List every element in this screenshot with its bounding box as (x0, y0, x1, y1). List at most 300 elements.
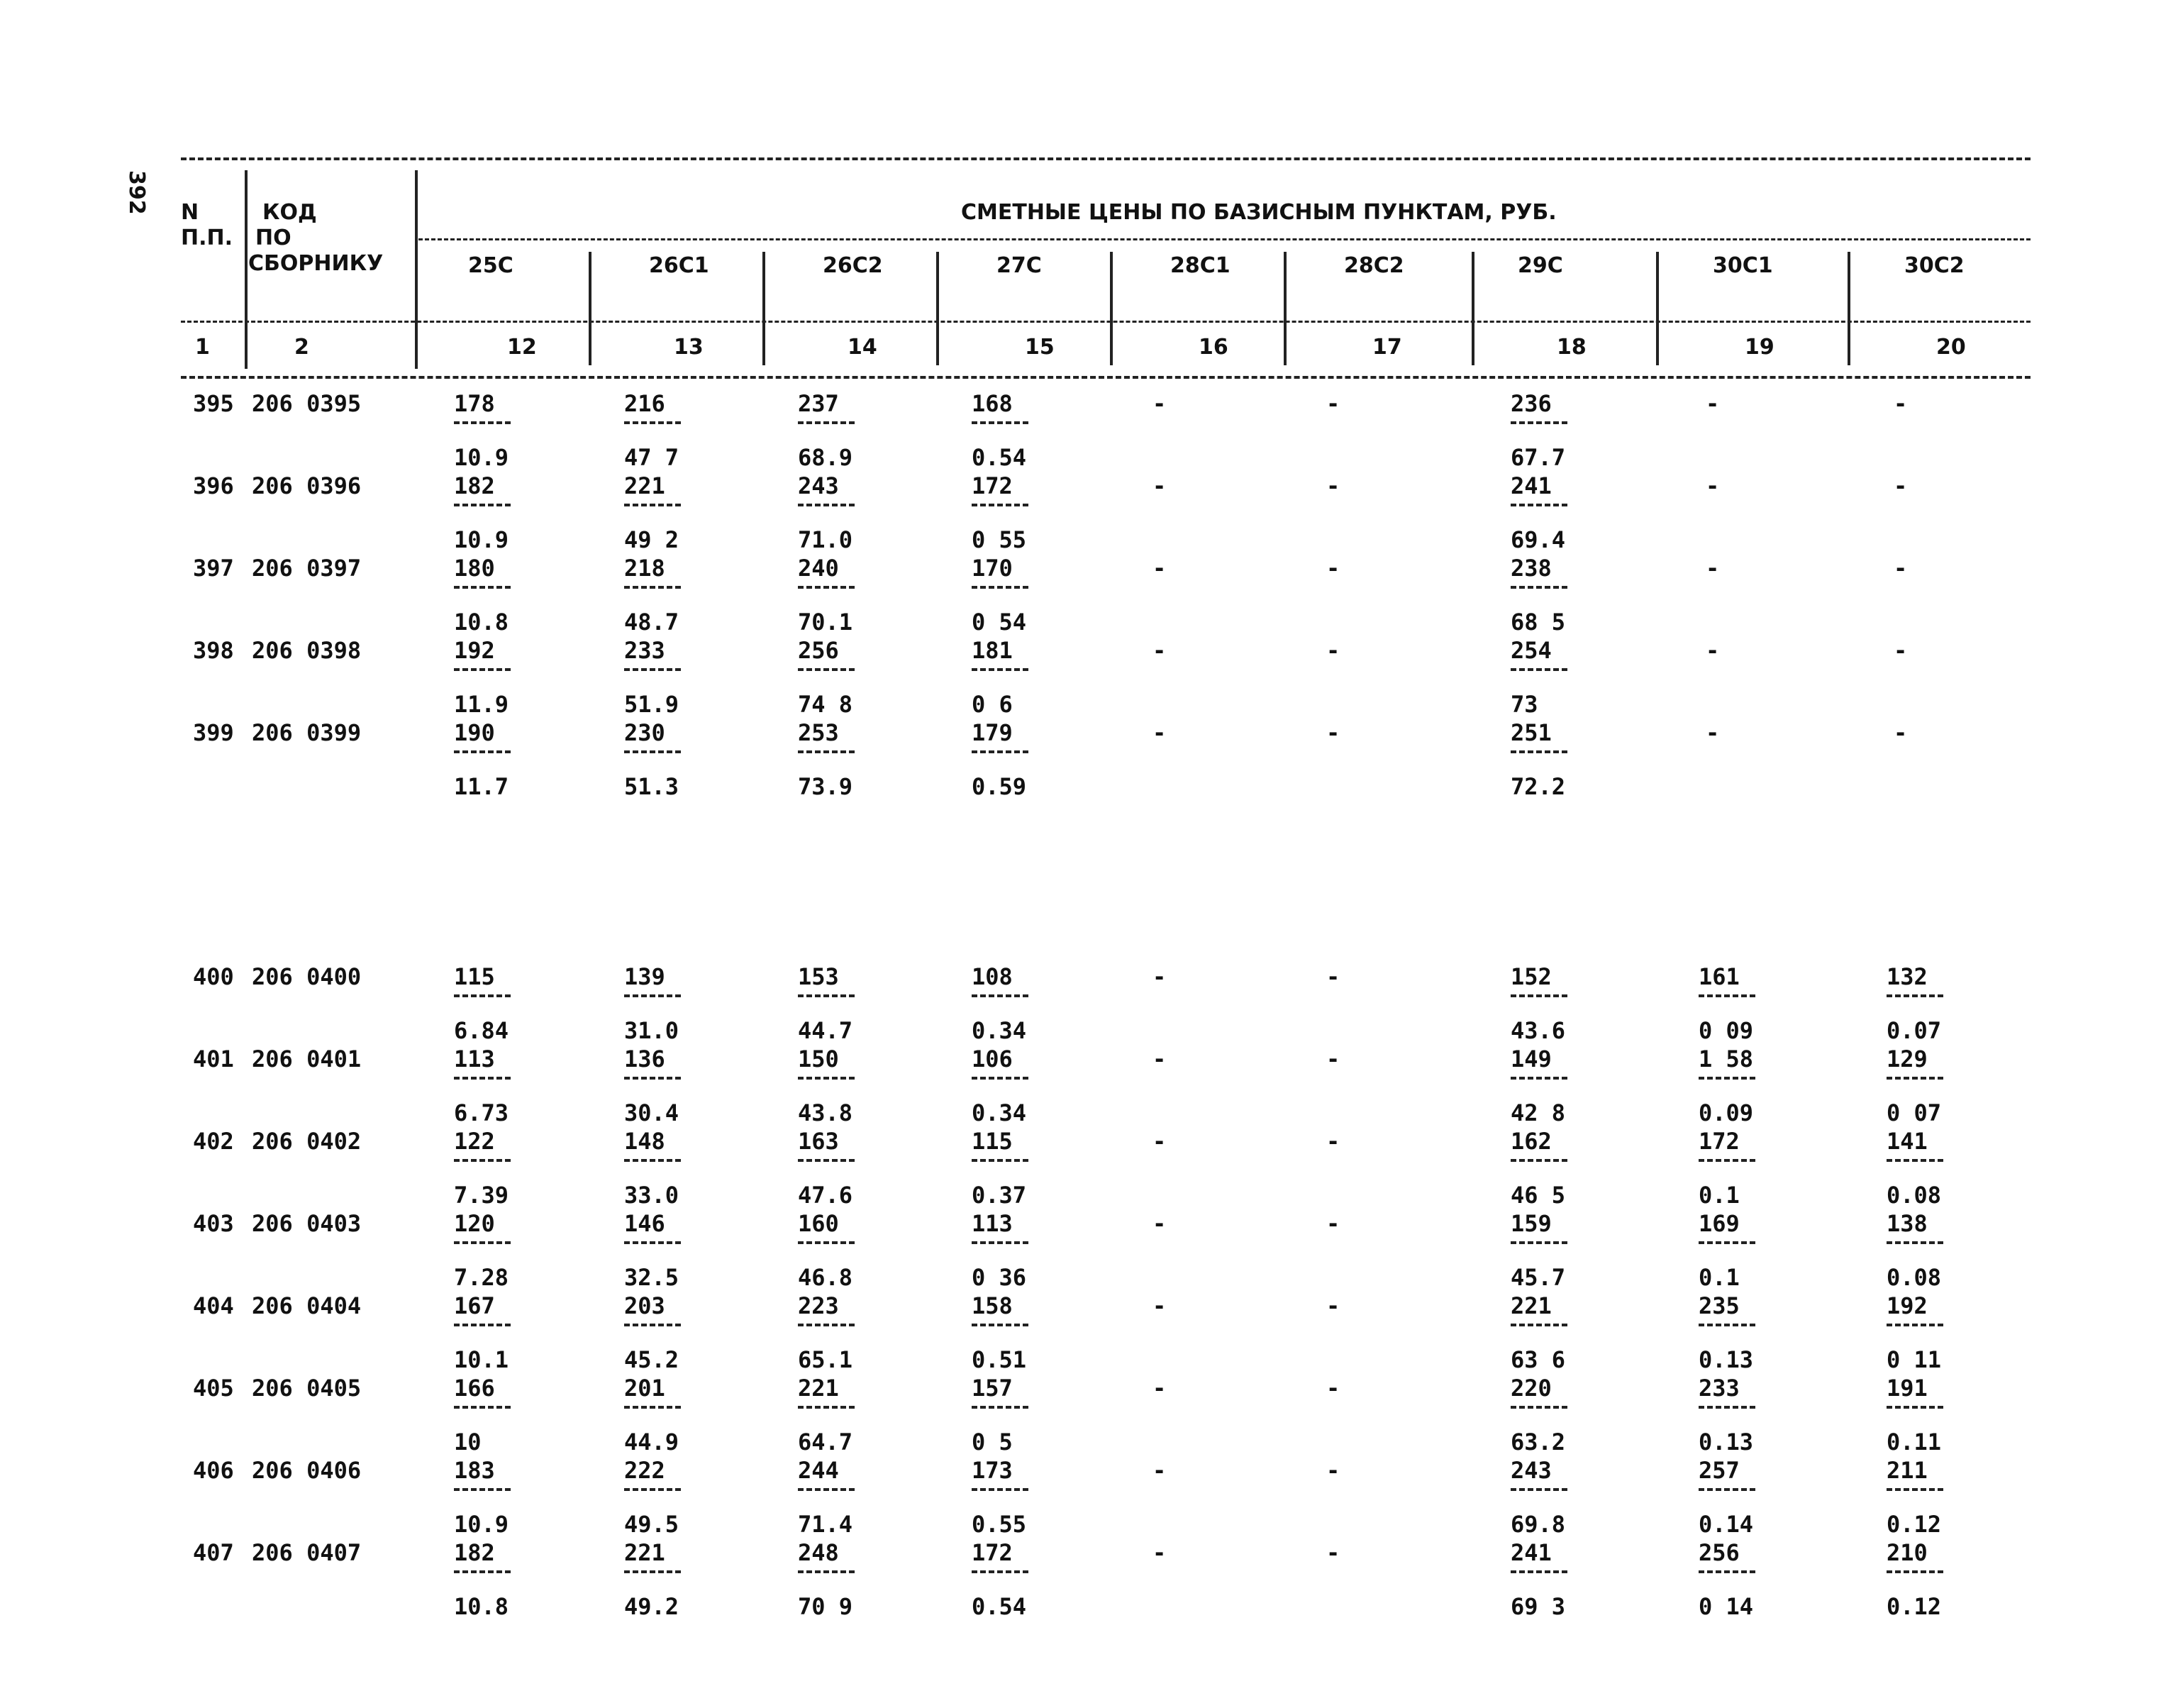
fraction-line (1511, 1406, 1567, 1409)
column-separator (1656, 252, 1659, 365)
header-vbar (415, 170, 418, 369)
column-label: 27С (996, 253, 1042, 278)
price-subvalue: 10 (454, 1429, 482, 1455)
column-separator (1848, 252, 1850, 365)
fraction-line (972, 1406, 1028, 1409)
fraction-line (1699, 1406, 1755, 1409)
price-subvalue: 74 8 (798, 691, 853, 718)
fraction-line (798, 1570, 855, 1573)
fraction-line (624, 1324, 681, 1326)
empty-value: - (1152, 555, 1167, 582)
fraction-line (972, 1570, 1028, 1573)
empty-value: - (1326, 555, 1340, 582)
empty-value: - (1152, 1128, 1167, 1155)
price-value: 113 (972, 1210, 1013, 1237)
column-number: 15 (1025, 335, 1055, 360)
price-value: 192 (1887, 1292, 1928, 1319)
row-number: 396 (193, 472, 234, 499)
price-value: 191 (1887, 1375, 1928, 1402)
row-number: 403 (193, 1210, 234, 1237)
column-separator (1110, 252, 1113, 365)
price-value: 115 (454, 963, 495, 990)
price-value: 146 (624, 1210, 665, 1237)
span-title: СМЕТНЫЕ ЦЕНЫ ПО БАЗИСНЫМ ПУНКТАМ, РУБ. (961, 200, 1557, 225)
price-value: 173 (972, 1457, 1013, 1484)
price-subvalue: 0.12 (1887, 1511, 1942, 1538)
col-rule (181, 321, 2031, 323)
price-value: 179 (972, 719, 1013, 746)
header-bottom-rule (181, 376, 2031, 379)
price-subvalue: 51.3 (624, 773, 679, 800)
price-value: 221 (798, 1375, 839, 1402)
price-subvalue: 7.28 (454, 1264, 509, 1291)
fraction-line (1699, 1159, 1755, 1162)
price-value: 233 (624, 637, 665, 664)
price-subvalue: 0.54 (972, 444, 1027, 471)
row-code: 206 0398 (252, 637, 362, 664)
column-number: 2 (294, 335, 309, 360)
fraction-line (798, 586, 855, 589)
price-subvalue: 0 09 (1699, 1017, 1754, 1044)
price-subvalue: 0.07 (1887, 1017, 1942, 1044)
fraction-line (1511, 994, 1567, 997)
row-number: 407 (193, 1539, 234, 1566)
fraction-line (624, 1406, 681, 1409)
fraction-line (454, 504, 511, 506)
fraction-line (972, 994, 1028, 997)
fraction-line (1699, 1241, 1755, 1244)
price-value: 129 (1887, 1046, 1928, 1072)
price-value: 230 (624, 719, 665, 746)
price-subvalue: 0.59 (972, 773, 1027, 800)
price-value: 158 (972, 1292, 1013, 1319)
price-subvalue: 10.9 (454, 1511, 509, 1538)
price-value: 178 (454, 390, 495, 417)
empty-value: - (1152, 390, 1167, 417)
column-label: 30С1 (1713, 253, 1773, 278)
fraction-line (1511, 504, 1567, 506)
fraction-line (1511, 1241, 1567, 1244)
row-code: 206 0403 (252, 1210, 362, 1237)
price-subvalue: 69.4 (1511, 526, 1566, 553)
price-subvalue: 0 14 (1699, 1593, 1754, 1620)
empty-value: - (1706, 472, 1720, 499)
price-subvalue: 0 54 (972, 609, 1027, 636)
price-subvalue: 70.1 (798, 609, 853, 636)
price-value: 220 (1511, 1375, 1552, 1402)
column-number: 18 (1557, 335, 1587, 360)
empty-value: - (1152, 1210, 1167, 1237)
price-value: 122 (454, 1128, 495, 1155)
price-subvalue: 0 36 (972, 1264, 1027, 1291)
fraction-line (798, 1406, 855, 1409)
empty-value: - (1152, 1046, 1167, 1072)
fraction-line (1511, 1159, 1567, 1162)
price-value: 221 (1511, 1292, 1552, 1319)
fraction-line (972, 1488, 1028, 1491)
price-value: 183 (454, 1457, 495, 1484)
row-number: 400 (193, 963, 234, 990)
row-code: 206 0397 (252, 555, 362, 582)
column-separator (762, 252, 765, 365)
row-code: 206 0396 (252, 472, 362, 499)
price-subvalue: 67.7 (1511, 444, 1566, 471)
fraction-line (624, 1241, 681, 1244)
fraction-line (624, 504, 681, 506)
price-subvalue: 0.55 (972, 1511, 1027, 1538)
row-code: 206 0395 (252, 390, 362, 417)
price-subvalue: 0 11 (1887, 1346, 1942, 1373)
column-label: 26С2 (823, 253, 883, 278)
price-subvalue: 42 8 (1511, 1099, 1566, 1126)
fraction-line (454, 1406, 511, 1409)
price-subvalue: 0.09 (1699, 1099, 1754, 1126)
price-subvalue: 10.1 (454, 1346, 509, 1373)
price-value: 254 (1511, 637, 1552, 664)
fraction-line (624, 1570, 681, 1573)
price-subvalue: 0 5 (972, 1429, 1013, 1455)
price-value: 141 (1887, 1128, 1928, 1155)
price-subvalue: 44.7 (798, 1017, 853, 1044)
price-value: 192 (454, 637, 495, 664)
price-subvalue: 68 5 (1511, 609, 1566, 636)
fraction-line (1511, 1570, 1567, 1573)
column-label: 30С2 (1904, 253, 1965, 278)
price-subvalue: 10.8 (454, 1593, 509, 1620)
price-subvalue: 49 2 (624, 526, 679, 553)
price-value: 166 (454, 1375, 495, 1402)
fraction-line (798, 1324, 855, 1326)
fraction-line (1511, 586, 1567, 589)
empty-value: - (1894, 472, 1908, 499)
price-subvalue: 0.13 (1699, 1429, 1754, 1455)
price-subvalue: 46 5 (1511, 1182, 1566, 1209)
col-code-label-2: ПО (255, 226, 291, 250)
fraction-line (1511, 1324, 1567, 1326)
column-number: 17 (1372, 335, 1402, 360)
fraction-line (624, 994, 681, 997)
price-subvalue: 48.7 (624, 609, 679, 636)
price-subvalue: 7.39 (454, 1182, 509, 1209)
fraction-line (454, 1570, 511, 1573)
fraction-line (454, 1324, 511, 1326)
price-subvalue: 65.1 (798, 1346, 853, 1373)
row-number: 397 (193, 555, 234, 582)
price-value: 244 (798, 1457, 839, 1484)
price-subvalue: 6.84 (454, 1017, 509, 1044)
price-subvalue: 0 55 (972, 526, 1027, 553)
fraction-line (1511, 750, 1567, 753)
price-value: 132 (1887, 963, 1928, 990)
fraction-line (1511, 1077, 1567, 1080)
empty-value: - (1152, 1292, 1167, 1319)
empty-value: - (1326, 1046, 1340, 1072)
empty-value: - (1152, 472, 1167, 499)
price-subvalue: 0.11 (1887, 1429, 1942, 1455)
column-label: 26С1 (649, 253, 709, 278)
price-value: 241 (1511, 1539, 1552, 1566)
empty-value: - (1326, 1128, 1340, 1155)
fraction-line (454, 994, 511, 997)
fraction-line (972, 586, 1028, 589)
price-subvalue: 0.14 (1699, 1511, 1754, 1538)
price-subvalue: 47.6 (798, 1182, 853, 1209)
row-code: 206 0401 (252, 1046, 362, 1072)
price-value: 115 (972, 1128, 1013, 1155)
price-subvalue: 31.0 (624, 1017, 679, 1044)
price-value: 153 (798, 963, 839, 990)
price-subvalue: 30.4 (624, 1099, 679, 1126)
fraction-line (1887, 1406, 1943, 1409)
price-subvalue: 73.9 (798, 773, 853, 800)
price-value: 233 (1699, 1375, 1740, 1402)
price-value: 172 (972, 1539, 1013, 1566)
price-value: 243 (1511, 1457, 1552, 1484)
empty-value: - (1326, 963, 1340, 990)
price-subvalue: 10.9 (454, 444, 509, 471)
price-value: 218 (624, 555, 665, 582)
column-number: 1 (195, 335, 210, 360)
row-code: 206 0399 (252, 719, 362, 746)
price-value: 139 (624, 963, 665, 990)
price-subvalue: 0.51 (972, 1346, 1027, 1373)
price-value: 150 (798, 1046, 839, 1072)
fraction-line (1887, 994, 1943, 997)
column-number: 16 (1199, 335, 1228, 360)
column-separator (1284, 252, 1287, 365)
price-value: 221 (624, 1539, 665, 1566)
price-value: 108 (972, 963, 1013, 990)
empty-value: - (1326, 1375, 1340, 1402)
fraction-line (798, 1077, 855, 1080)
fraction-line (972, 1241, 1028, 1244)
fraction-line (972, 1077, 1028, 1080)
empty-value: - (1326, 1292, 1340, 1319)
price-value: 211 (1887, 1457, 1928, 1484)
price-value: 190 (454, 719, 495, 746)
fraction-line (1887, 1324, 1943, 1326)
price-value: 256 (1699, 1539, 1740, 1566)
empty-value: - (1894, 555, 1908, 582)
price-subvalue: 0.54 (972, 1593, 1027, 1620)
price-subvalue: 63 6 (1511, 1346, 1566, 1373)
price-subvalue: 45.2 (624, 1346, 679, 1373)
col-code-label: КОД (262, 200, 317, 225)
price-subvalue: 11.7 (454, 773, 509, 800)
price-subvalue: 10.8 (454, 609, 509, 636)
empty-value: - (1326, 390, 1340, 417)
empty-value: - (1326, 1457, 1340, 1484)
fraction-line (1699, 1324, 1755, 1326)
row-number: 398 (193, 637, 234, 664)
fraction-line (972, 421, 1028, 424)
fraction-line (972, 750, 1028, 753)
fraction-line (1699, 1488, 1755, 1491)
price-value: 241 (1511, 472, 1552, 499)
price-subvalue: 0.08 (1887, 1182, 1942, 1209)
empty-value: - (1706, 555, 1720, 582)
row-number: 404 (193, 1292, 234, 1319)
price-subvalue: 0.1 (1699, 1182, 1740, 1209)
fraction-line (624, 586, 681, 589)
price-subvalue: 10.9 (454, 526, 509, 553)
empty-value: - (1894, 390, 1908, 417)
col-n-label-2: П.П. (181, 226, 233, 250)
price-subvalue: 33.0 (624, 1182, 679, 1209)
price-value: 152 (1511, 963, 1552, 990)
fraction-line (624, 1159, 681, 1162)
empty-value: - (1706, 637, 1720, 664)
column-label: 29С (1518, 253, 1563, 278)
price-subvalue: 0.12 (1887, 1593, 1942, 1620)
price-subvalue: 63.2 (1511, 1429, 1566, 1455)
fraction-line (798, 750, 855, 753)
empty-value: - (1326, 1210, 1340, 1237)
price-value: 257 (1699, 1457, 1740, 1484)
price-subvalue: 43.6 (1511, 1017, 1566, 1044)
price-subvalue: 0 07 (1887, 1099, 1942, 1126)
fraction-line (972, 1159, 1028, 1162)
price-value: 222 (624, 1457, 665, 1484)
price-value: 216 (624, 390, 665, 417)
row-number: 395 (193, 390, 234, 417)
price-value: 221 (624, 472, 665, 499)
empty-value: - (1326, 472, 1340, 499)
price-subvalue: 69.8 (1511, 1511, 1566, 1538)
empty-value: - (1152, 1539, 1167, 1566)
row-code: 206 0404 (252, 1292, 362, 1319)
fraction-line (798, 668, 855, 671)
column-separator (936, 252, 939, 365)
fraction-line (1887, 1488, 1943, 1491)
fraction-line (1699, 994, 1755, 997)
fraction-line (454, 1241, 511, 1244)
row-code: 206 0402 (252, 1128, 362, 1155)
price-subvalue: 0.37 (972, 1182, 1027, 1209)
price-value: 248 (798, 1539, 839, 1566)
price-subvalue: 0.34 (972, 1017, 1027, 1044)
col-code-label-3: СБОРНИКУ (248, 251, 384, 276)
price-value: 160 (798, 1210, 839, 1237)
price-value: 138 (1887, 1210, 1928, 1237)
row-code: 206 0400 (252, 963, 362, 990)
price-value: 120 (454, 1210, 495, 1237)
fraction-line (798, 994, 855, 997)
column-label: 28С2 (1344, 253, 1404, 278)
fraction-line (798, 421, 855, 424)
row-code: 206 0405 (252, 1375, 362, 1402)
price-value: 235 (1699, 1292, 1740, 1319)
price-value: 162 (1511, 1128, 1552, 1155)
price-value: 1 58 (1699, 1046, 1754, 1072)
price-value: 157 (972, 1375, 1013, 1402)
column-number: 13 (674, 335, 704, 360)
row-number: 405 (193, 1375, 234, 1402)
price-value: 172 (972, 472, 1013, 499)
price-value: 172 (1699, 1128, 1740, 1155)
price-subvalue: 6.73 (454, 1099, 509, 1126)
fraction-line (972, 1324, 1028, 1326)
price-value: 106 (972, 1046, 1013, 1072)
price-value: 170 (972, 555, 1013, 582)
row-code: 206 0406 (252, 1457, 362, 1484)
fraction-line (454, 586, 511, 589)
price-value: 236 (1511, 390, 1552, 417)
fraction-line (798, 1241, 855, 1244)
price-subvalue: 45.7 (1511, 1264, 1566, 1291)
price-value: 181 (972, 637, 1013, 664)
column-number: 12 (507, 335, 537, 360)
fraction-line (454, 1488, 511, 1491)
price-value: 201 (624, 1375, 665, 1402)
price-value: 182 (454, 472, 495, 499)
price-value: 203 (624, 1292, 665, 1319)
price-value: 163 (798, 1128, 839, 1155)
price-subvalue: 73 (1511, 691, 1538, 718)
page-number: 392 (124, 170, 149, 215)
price-value: 251 (1511, 719, 1552, 746)
price-subvalue: 43.8 (798, 1099, 853, 1126)
price-subvalue: 0 6 (972, 691, 1013, 718)
price-value: 167 (454, 1292, 495, 1319)
fraction-line (1511, 421, 1567, 424)
price-value: 237 (798, 390, 839, 417)
row-code: 206 0407 (252, 1539, 362, 1566)
price-subvalue: 49.5 (624, 1511, 679, 1538)
column-separator (1472, 252, 1474, 365)
empty-value: - (1706, 390, 1720, 417)
row-number: 401 (193, 1046, 234, 1072)
empty-value: - (1152, 1457, 1167, 1484)
empty-value: - (1152, 1375, 1167, 1402)
price-value: 149 (1511, 1046, 1552, 1072)
fraction-line (1511, 668, 1567, 671)
price-value: 243 (798, 472, 839, 499)
price-value: 169 (1699, 1210, 1740, 1237)
header-top-rule (181, 157, 2031, 160)
price-subvalue: 69 3 (1511, 1593, 1566, 1620)
price-subvalue: 0.1 (1699, 1264, 1740, 1291)
empty-value: - (1152, 719, 1167, 746)
fraction-line (454, 668, 511, 671)
price-subvalue: 71.4 (798, 1511, 853, 1538)
empty-value: - (1152, 637, 1167, 664)
empty-value: - (1152, 963, 1167, 990)
row-number: 399 (193, 719, 234, 746)
price-subvalue: 44.9 (624, 1429, 679, 1455)
col-n-label: N (181, 200, 199, 225)
price-subvalue: 32.5 (624, 1264, 679, 1291)
empty-value: - (1326, 1539, 1340, 1566)
fraction-line (1511, 1488, 1567, 1491)
fraction-line (624, 750, 681, 753)
price-value: 182 (454, 1539, 495, 1566)
fraction-line (1887, 1077, 1943, 1080)
price-subvalue: 64.7 (798, 1429, 853, 1455)
fraction-line (798, 1159, 855, 1162)
price-subvalue: 46.8 (798, 1264, 853, 1291)
price-subvalue: 0.34 (972, 1099, 1027, 1126)
fraction-line (624, 668, 681, 671)
price-subvalue: 68.9 (798, 444, 853, 471)
column-label: 25С (468, 253, 513, 278)
empty-value: - (1894, 719, 1908, 746)
price-value: 161 (1699, 963, 1740, 990)
price-value: 159 (1511, 1210, 1552, 1237)
fraction-line (624, 1077, 681, 1080)
row-number: 402 (193, 1128, 234, 1155)
fraction-line (624, 1488, 681, 1491)
